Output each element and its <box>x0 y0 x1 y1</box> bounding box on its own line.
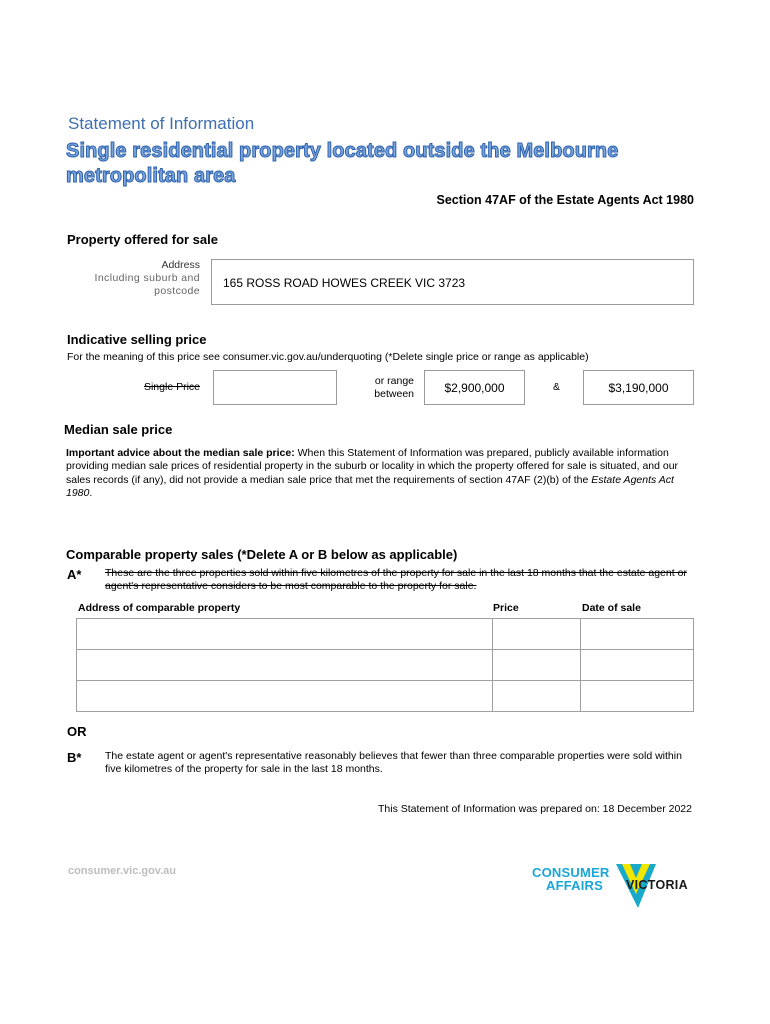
address-label-main: Address <box>161 259 200 271</box>
row-date-cell[interactable] <box>581 650 694 681</box>
median-heading: Median sale price <box>64 422 173 437</box>
logo-affairs-text: AFFAIRS <box>546 878 604 893</box>
property-heading: Property offered for sale <box>67 232 218 247</box>
main-title: Single residential property located outside the Melbourne metropolitan area <box>66 140 619 187</box>
single-price-field[interactable] <box>213 370 337 405</box>
prepared-date: This Statement of Information was prepared on: 18 December 2022 <box>377 803 692 815</box>
single-price-label: Single Price <box>143 381 200 393</box>
median-advice-text: When this Statement of Information was prepared, publicly available information providing median sale prices of residential property in the suburb or locality in which the property offered for sale is situated, and our sales records (if any), did not provide a median sale price that met the requirements of section 47AF (2)(b) of the <box>66 447 679 486</box>
statement-title: Statement of Information <box>68 114 255 133</box>
median-advice-bold: Important advice about the median sale price: <box>66 447 295 459</box>
row-date-cell[interactable] <box>581 619 694 650</box>
col-address-header: Address of comparable property <box>78 602 241 614</box>
row-address-cell[interactable] <box>77 650 493 681</box>
or-label: OR <box>67 724 87 739</box>
option-a-marker: A* <box>67 567 82 582</box>
row-price-cell[interactable] <box>493 681 581 712</box>
logo-consumer-text: CONSUMER <box>532 865 610 880</box>
row-address-cell[interactable] <box>77 681 493 712</box>
address-label <box>70 259 200 298</box>
row-date-cell[interactable] <box>581 681 694 712</box>
median-advice-act: Estate Agents Act 1980 <box>66 473 674 500</box>
row-price-cell[interactable] <box>493 650 581 681</box>
range-low-field[interactable]: $2,900,000 <box>424 370 525 405</box>
median-advice-end: . <box>89 487 93 500</box>
col-date-header: Date of sale <box>582 602 641 614</box>
median-advice <box>66 447 694 501</box>
table-row <box>77 650 694 681</box>
comparable-table <box>76 618 694 712</box>
logo-victoria-text: VICTORIA <box>626 878 688 892</box>
row-address-cell[interactable] <box>77 619 493 650</box>
option-a-text: These are the three properties sold within five kilometres of the property for sale in the last 18 months that the estate agent or agent's representative considers to be most comparable to the property for sale. <box>105 567 687 593</box>
footer-url: consumer.vic.gov.au <box>68 865 177 877</box>
address-sublabel-1: Including suburb and <box>94 272 200 284</box>
comparable-heading: Comparable property sales (*Delete A or B below as applicable) <box>66 547 458 562</box>
section-act-reference: Section 47AF of the Estate Agents Act 1980 <box>436 193 694 207</box>
address-field[interactable]: 165 ROSS ROAD HOWES CREEK VIC 3723 <box>211 259 694 305</box>
or-range-line2: between <box>374 388 414 400</box>
address-sublabel-2: postcode <box>154 285 200 297</box>
or-range-label <box>360 375 414 401</box>
table-row <box>77 681 694 712</box>
table-row <box>77 619 694 650</box>
consumer-affairs-victoria-logo <box>532 864 702 912</box>
range-ampersand: & <box>553 381 561 393</box>
col-price-header: Price <box>493 602 519 614</box>
or-range-line1: or range <box>374 375 414 387</box>
row-price-cell[interactable] <box>493 619 581 650</box>
option-b-text: The estate agent or agent's representative reasonably believes that fewer than three comparable properties were sold within five kilometres of the property for sale in the last 18 months. <box>105 750 682 776</box>
indicative-heading: Indicative selling price <box>67 332 207 347</box>
indicative-note: For the meaning of this price see consumer.vic.gov.au/underquoting (*Delete single price or range as applicable) <box>67 351 589 363</box>
range-high-field[interactable]: $3,190,000 <box>583 370 694 405</box>
option-b-marker: B* <box>67 750 82 765</box>
